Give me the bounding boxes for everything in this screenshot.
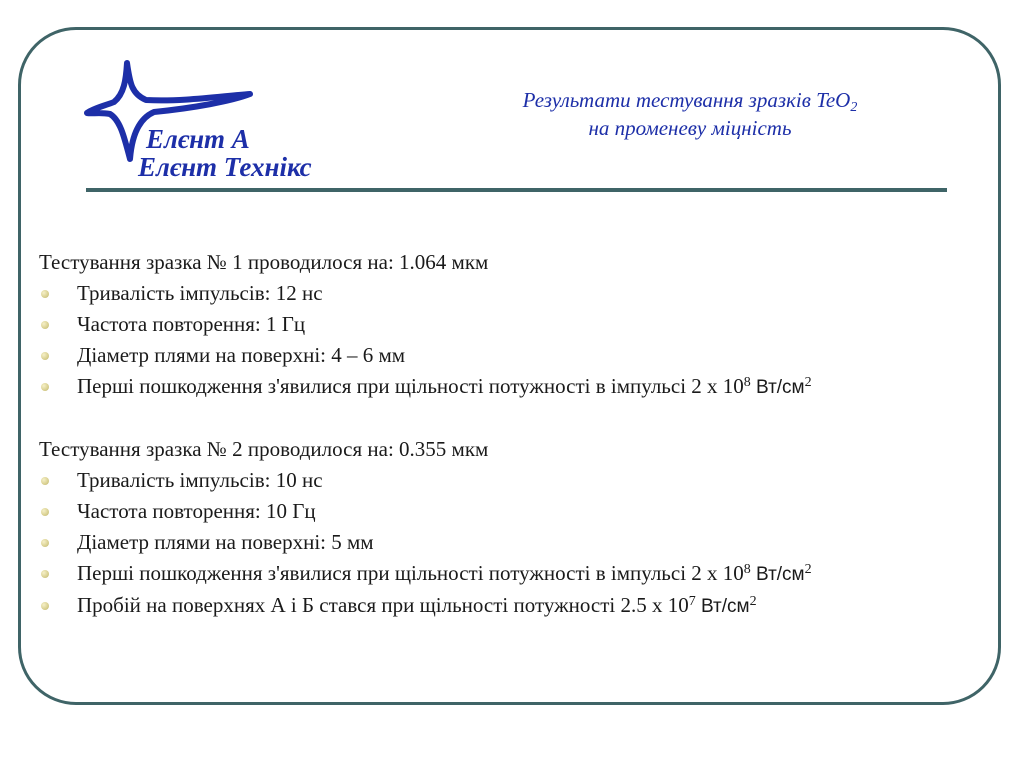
unit: Вт/см <box>756 377 805 398</box>
sample2-list <box>39 465 989 622</box>
list-item <box>39 278 989 309</box>
sample1-heading: Тестування зразка № 1 проводилося на: 1.064 мкм <box>39 250 489 274</box>
unit: Вт/см <box>756 564 805 585</box>
logo-text-line1: Елєнт А <box>146 124 250 154</box>
list-item-text: Тривалість імпульсів: 10 нс <box>77 468 323 492</box>
title-line1 <box>440 86 940 114</box>
bullet-icon <box>41 570 49 578</box>
title-line2: на променеву міцність <box>588 116 792 140</box>
list-item <box>39 371 989 403</box>
unit-exponent: 2 <box>804 562 812 577</box>
bullet-icon <box>41 383 49 391</box>
list-item-text: Тривалість імпульсів: 12 нс <box>77 281 323 305</box>
slide-content <box>39 247 989 622</box>
list-item-text: Діаметр плями на поверхні: 4 – 6 мм <box>77 343 406 367</box>
unit: Вт/см <box>700 596 750 617</box>
slide-title <box>440 86 940 142</box>
list-item-text: Перші пошкодження з'явилися при щільності потужності в імпульсі 2 х 10 <box>77 374 744 398</box>
title-subscript: 2 <box>850 100 858 115</box>
bullet-icon <box>41 321 49 329</box>
bullet-icon <box>41 290 49 298</box>
exponent: 8 <box>743 375 751 390</box>
list-item <box>39 465 989 496</box>
sample2-heading: Тестування зразка № 2 проводилося на: 0.355 мкм <box>39 437 489 461</box>
bullet-icon <box>41 477 49 485</box>
exponent: 7 <box>688 594 696 609</box>
list-item <box>39 309 989 340</box>
header-divider <box>86 188 947 192</box>
list-item <box>39 590 989 622</box>
list-item-text: Перші пошкодження з'явилися при щільності потужності в імпульсі 2 х 10 <box>77 561 744 585</box>
list-item <box>39 558 989 590</box>
bullet-icon <box>41 602 49 610</box>
exponent: 8 <box>743 562 751 577</box>
bullet-icon <box>41 352 49 360</box>
list-item <box>39 340 989 371</box>
logo-text-line2: Елєнт Технікс <box>138 152 312 182</box>
sample1-list <box>39 278 989 403</box>
list-item-text: Пробій на поверхнях А і Б стався при щільності потужності 2.5 х 10 <box>77 593 689 617</box>
unit-exponent: 2 <box>749 594 757 609</box>
list-item-text: Діаметр плями на поверхні: 5 мм <box>77 530 374 554</box>
list-item <box>39 496 989 527</box>
unit-exponent: 2 <box>804 375 812 390</box>
title-line1-text: Результати тестування зразків TeO <box>522 88 851 112</box>
spacer <box>39 403 989 434</box>
list-item-text: Частота повторення: 10 Гц <box>77 499 316 523</box>
bullet-icon <box>41 539 49 547</box>
list-item <box>39 527 989 558</box>
bullet-icon <box>41 508 49 516</box>
company-logo <box>82 56 372 186</box>
list-item-text: Частота повторення: 1 Гц <box>77 312 306 336</box>
